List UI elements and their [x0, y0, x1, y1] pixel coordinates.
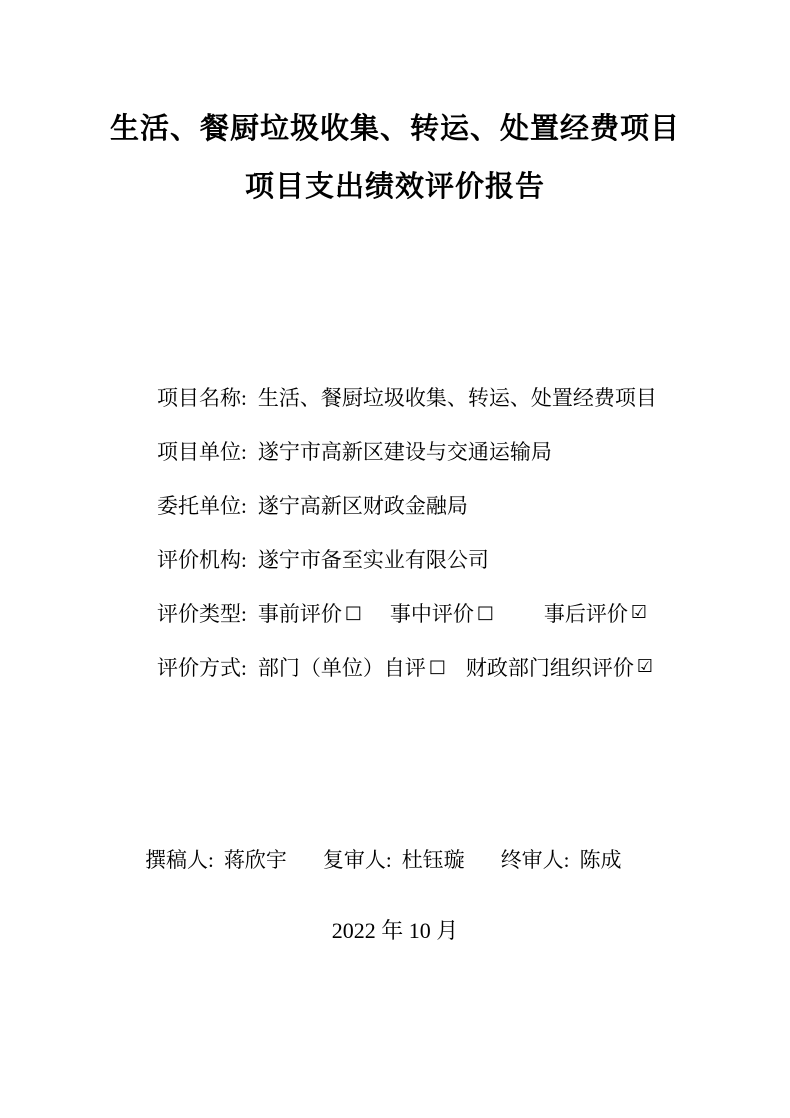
checkbox-unchecked-icon: □: [428, 656, 446, 677]
signature-reviewer: [323, 844, 465, 874]
drafter-name: 蒋欣宇: [223, 848, 287, 872]
evaluation-type-label: 评价类型:: [157, 602, 247, 626]
info-row-project-unit: [157, 424, 657, 478]
signature-final-reviewer: [501, 844, 622, 874]
eval-method-option-finance-text: 财政部门组织评价: [465, 656, 634, 680]
project-name-value: 生活、餐厨垃圾收集、转运、处置经费项目: [257, 386, 657, 410]
reviewer-label: 复审人:: [322, 848, 392, 872]
eval-method-option-self: [258, 652, 446, 682]
checkbox-checked-icon: ☑: [630, 602, 648, 623]
checkbox-unchecked-icon: □: [344, 602, 362, 623]
project-unit-value: 遂宁市高新区建设与交通运输局: [257, 440, 552, 464]
evaluation-method-label: 评价方式:: [157, 656, 247, 680]
signature-line: [145, 832, 622, 886]
eval-type-option-mid-text: 事中评价: [389, 602, 474, 626]
info-row-project-name: [157, 370, 657, 424]
project-unit-label: 项目单位:: [157, 440, 247, 464]
info-row-evaluation-method: [157, 640, 657, 694]
eval-method-option-finance: [466, 652, 653, 682]
eval-type-option-pre-text: 事前评价: [257, 602, 342, 626]
eval-method-option-self-text: 部门（单位）自评: [257, 656, 426, 680]
report-title-line-2: 项目支出绩效评价报告: [244, 171, 545, 203]
entrusting-unit-label: 委托单位:: [157, 494, 247, 518]
final-reviewer-label: 终审人:: [500, 848, 570, 872]
report-title-line-1: 生活、餐厨垃圾收集、转运、处置经费项目: [109, 113, 680, 145]
eval-type-option-mid: [390, 598, 494, 628]
checkbox-unchecked-icon: □: [476, 602, 494, 623]
signature-drafter: [145, 844, 287, 874]
evaluation-agency-label: 评价机构:: [157, 548, 247, 572]
entrusting-unit-value: 遂宁高新区财政金融局: [257, 494, 468, 518]
info-row-entrusting-unit: [157, 478, 657, 532]
evaluation-agency-value: 遂宁市备至实业有限公司: [257, 548, 489, 572]
eval-type-option-pre: [258, 598, 362, 628]
report-date: 2022 年 10 月: [331, 918, 459, 943]
final-reviewer-name: 陈成: [579, 848, 622, 872]
info-row-evaluation-agency: [157, 532, 657, 586]
drafter-label: 撰稿人:: [145, 848, 214, 872]
eval-type-option-post-text: 事后评价: [543, 602, 628, 626]
reviewer-name: 杜钰璇: [401, 848, 465, 872]
checkbox-checked-icon: ☑: [636, 656, 653, 677]
project-name-label: 项目名称:: [157, 386, 247, 410]
project-info-list: [157, 370, 657, 694]
eval-type-option-post: [544, 598, 647, 628]
info-row-evaluation-type: [157, 586, 657, 640]
